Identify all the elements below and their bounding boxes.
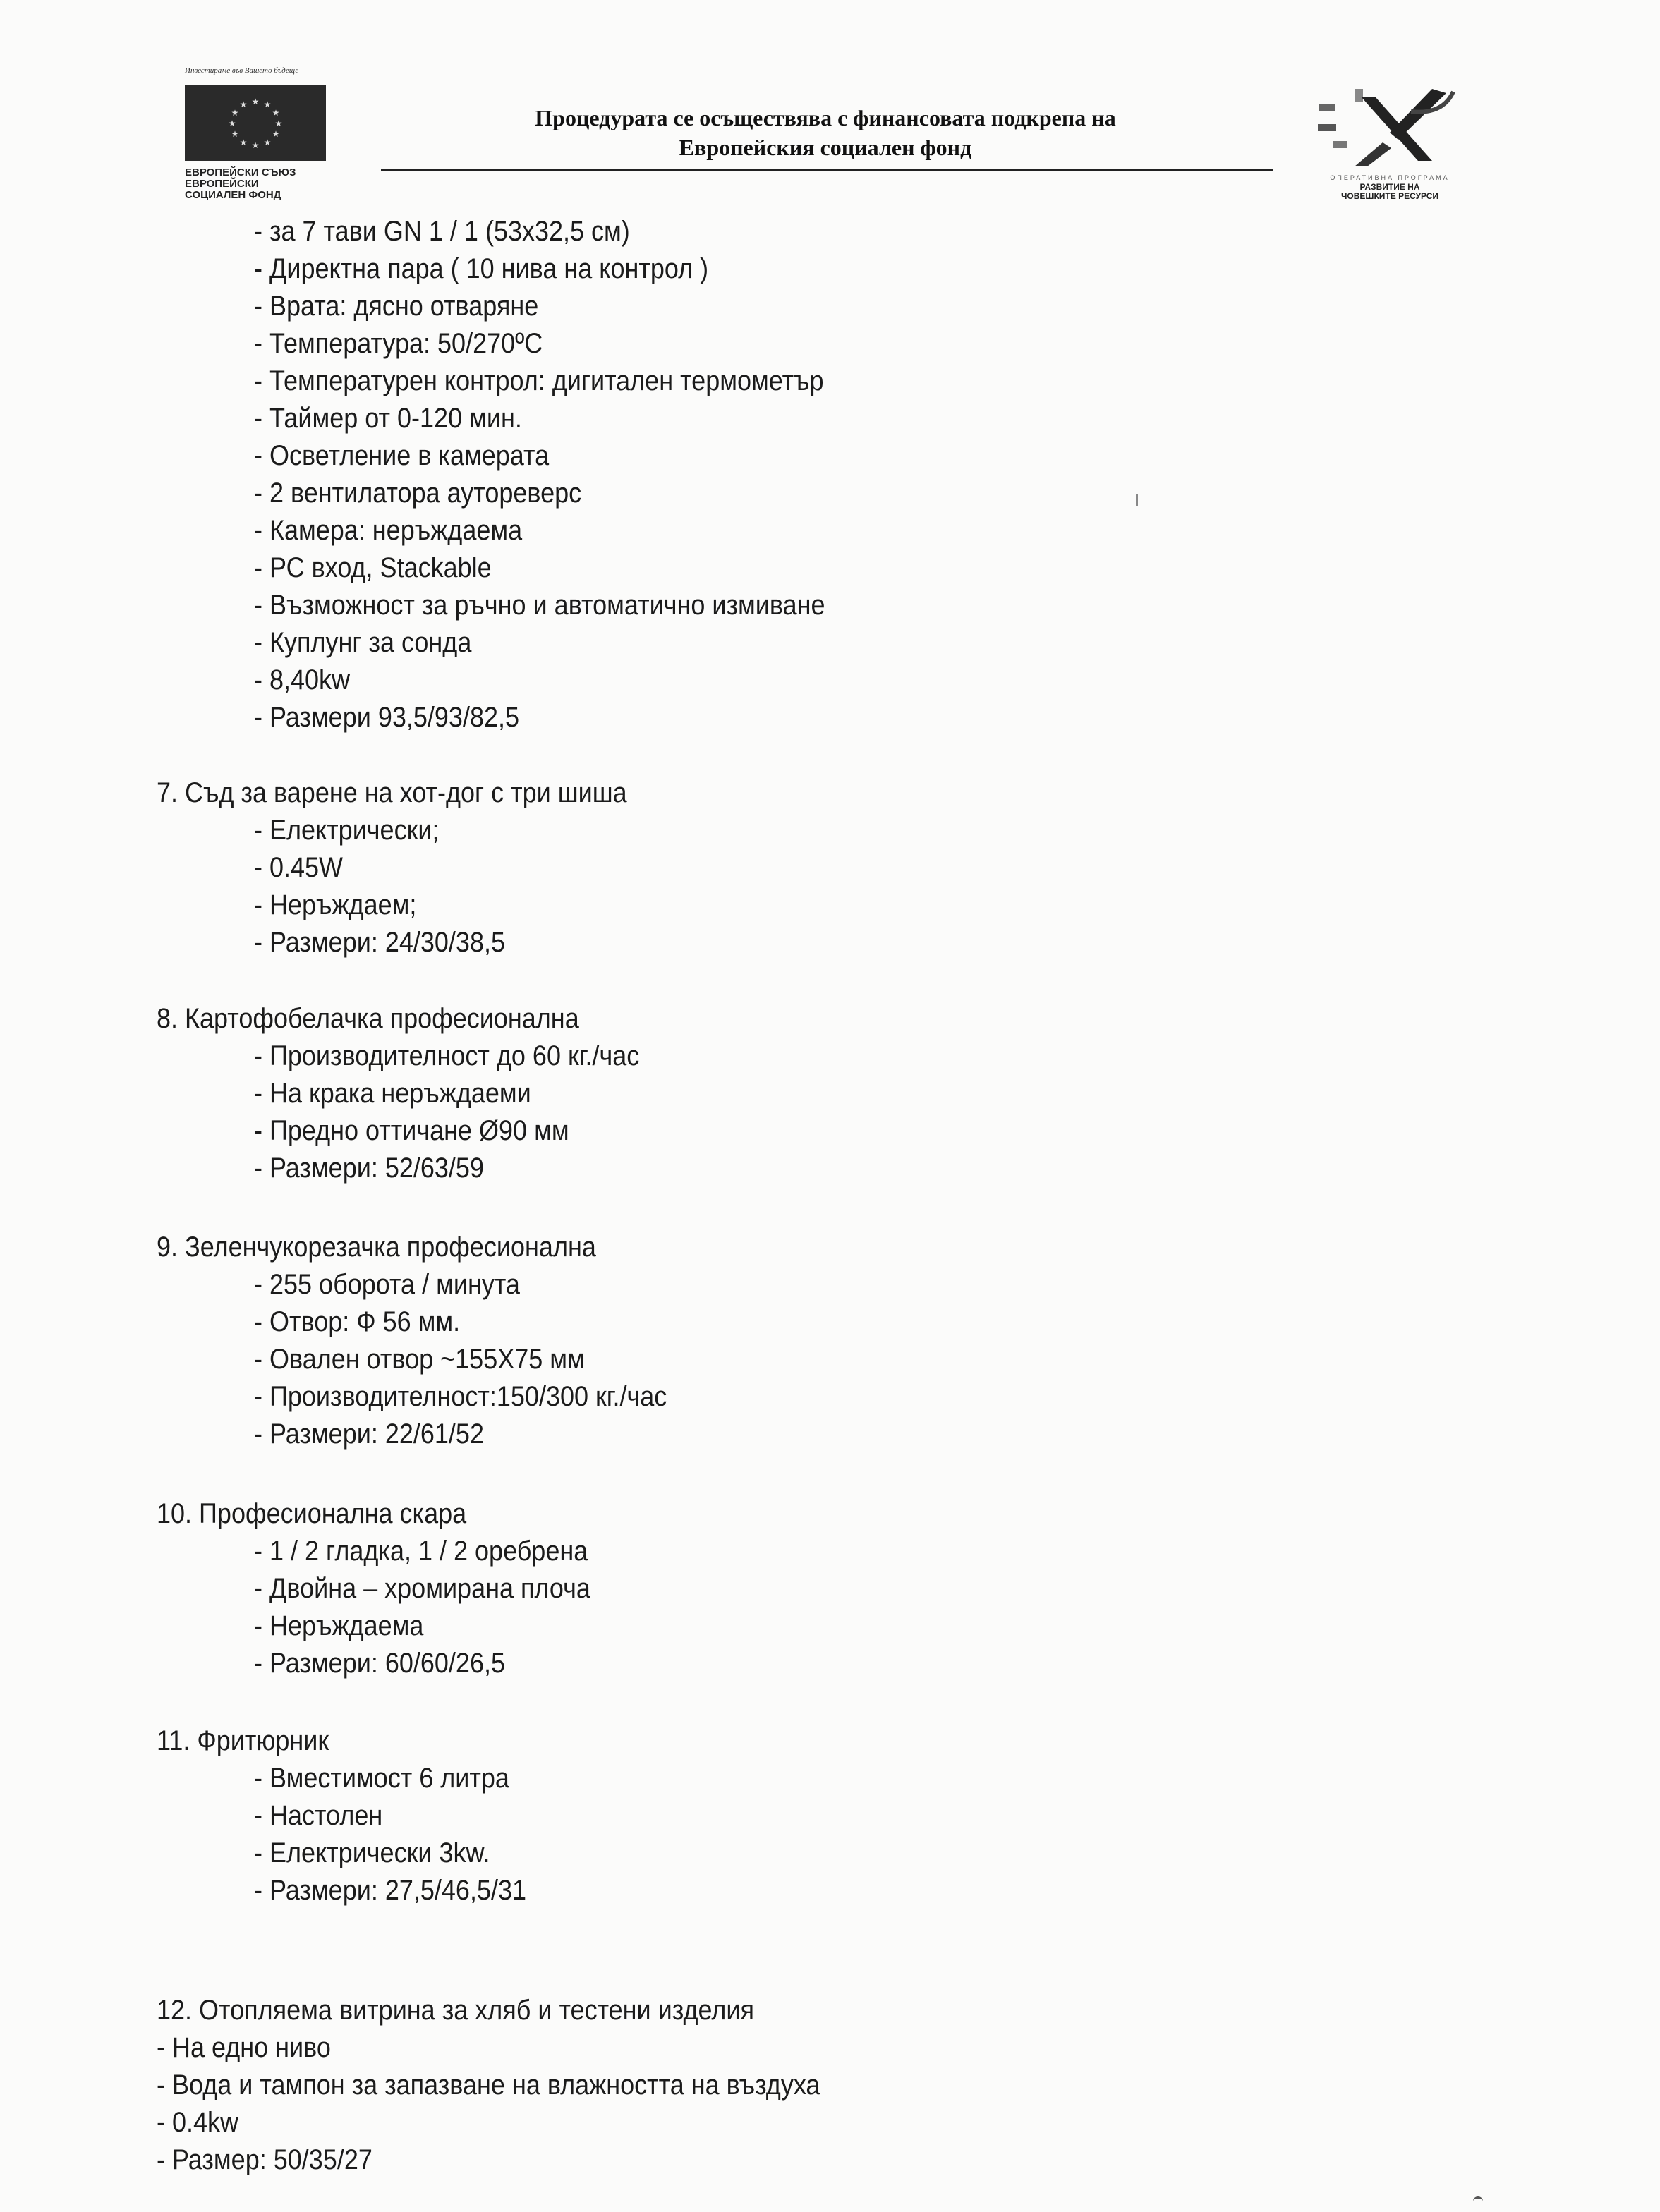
spec-item: - Неръждаем; [254, 889, 417, 920]
spec-item: - Размери: 27,5/46,5/31 [254, 1875, 527, 1906]
spec-item: - Овален отвор ~155Х75 мм [254, 1344, 585, 1375]
svg-text:★: ★ [263, 99, 272, 109]
svg-text:★: ★ [231, 129, 239, 139]
spec-item: - Вода и тампон за запазване на влажността на въздуха [157, 2070, 820, 2101]
spec-item: - Камера: неръждаема [254, 515, 523, 546]
header-divider [381, 169, 1273, 171]
eu-tagline: Инвестираме във Вашето бъдеще [185, 66, 299, 75]
spec-item: - На крака неръждаеми [254, 1078, 531, 1109]
svg-text:★: ★ [251, 97, 260, 107]
svg-text:★: ★ [263, 138, 272, 147]
svg-text:★: ★ [239, 138, 248, 147]
svg-text:★: ★ [228, 119, 236, 128]
op-caption [1302, 174, 1478, 201]
spec-item: - 255 оборота / минута [254, 1269, 520, 1300]
header-title-line-1: Процедурата се осъществява с финансовата подкрепа на [535, 105, 1116, 130]
spec-item: - Таймер от 0-120 мин. [254, 403, 522, 434]
spec-item: - Директна пара ( 10 нива на контрол ) [254, 253, 709, 284]
svg-text:★: ★ [251, 140, 260, 150]
eu-caption-line: ЕВРОПЕЙСКИ СЪЮЗ [185, 166, 296, 178]
spec-item: - 0.4kw [157, 2107, 239, 2138]
spec-item: - 1 / 2 гладка, 1 / 2 оребрена [254, 1536, 588, 1567]
header-title [381, 103, 1270, 162]
section-title: 10. Професионална скара [157, 1498, 467, 1529]
spec-item: - Размери: 52/63/59 [254, 1153, 484, 1184]
op-caption-line: РАЗВИТИЕ НА [1359, 182, 1420, 192]
spec-item: - Температура: 50/270ºС [254, 328, 543, 359]
spec-item: - Електрически; [254, 815, 440, 846]
eu-caption-line: ЕВРОПЕЙСКИ [185, 178, 259, 190]
eu-flag-logo [185, 85, 326, 161]
eu-stars-icon [185, 85, 326, 161]
svg-text:★: ★ [239, 99, 248, 109]
section-title: 8. Картофобелачка професионална [157, 1003, 579, 1034]
spec-item: - Осветление в камерата [254, 440, 550, 471]
header-title-line-2: Европейския социален фонд [679, 135, 972, 160]
op-caption-line: ЧОВЕШКИТЕ РЕСУРСИ [1340, 191, 1439, 201]
spec-item: - Производителност до 60 кг./час [254, 1040, 640, 1071]
spec-item: - 0.45W [254, 852, 344, 883]
spec-item: - Температурен контрол: дигитален термометър [254, 365, 824, 396]
section-title: 11. Фритюрник [157, 1725, 329, 1756]
spec-item: - Размер: 50/35/27 [157, 2144, 372, 2175]
page-header [0, 0, 1660, 212]
spec-item: - На едно ниво [157, 2032, 331, 2063]
spec-item: - Настолен [254, 1800, 383, 1831]
spec-item: - Куплунг за сонда [254, 627, 472, 658]
spec-item: - 8,40kw [254, 664, 351, 695]
section-title: 7. Съд за варене на хот-дог с три шиша [157, 777, 627, 808]
spec-item: - Врата: дясно отваряне [254, 291, 539, 322]
svg-text:★: ★ [274, 119, 283, 128]
spec-item: - Вместимост 6 литра [254, 1763, 509, 1794]
spec-item: - Отвор: Ф 56 мм. [254, 1306, 461, 1337]
spec-item: - Размери: 22/61/52 [254, 1418, 484, 1450]
svg-text:★: ★ [272, 129, 280, 139]
spec-item: - Размери: 24/30/38,5 [254, 927, 505, 958]
spec-item: - Размери: 60/60/26,5 [254, 1648, 505, 1679]
spec-item: - Двойна – хромирана плоча [254, 1573, 590, 1604]
svg-text:★: ★ [231, 108, 239, 118]
spec-item: - Неръждаема [254, 1610, 424, 1641]
scan-speck [1136, 494, 1138, 506]
eu-caption-line: СОЦИАЛЕН ФОНД [185, 189, 281, 201]
svg-text:★: ★ [272, 108, 280, 118]
page-number-fragment [1473, 2196, 1483, 2204]
spec-item: - Размери 93,5/93/82,5 [254, 702, 520, 733]
spec-item: - РС вход, Stackable [254, 552, 492, 583]
eu-caption [185, 167, 354, 201]
spec-item: - Възможност за ръчно и автоматично измиване [254, 590, 825, 621]
spec-item: - 2 вентилатора аутореверс [254, 478, 582, 509]
section-title: 9. Зеленчукорезачка професионална [157, 1232, 596, 1263]
spec-item: - Електрически 3kw. [254, 1837, 490, 1868]
section-title: 12. Отопляема витрина за хляб и тестени изделия [157, 1995, 754, 2026]
spec-item: - за 7 тави GN 1 / 1 (53х32,5 см) [254, 216, 630, 247]
op-caption-small: ОПЕРАТИВНА ПРОГРАМА [1330, 174, 1450, 181]
operational-programme-logo-icon [1312, 83, 1460, 168]
spec-item: - Производителност:150/300 кг./час [254, 1381, 667, 1412]
spec-item: - Предно оттичане Ø90 мм [254, 1115, 569, 1146]
